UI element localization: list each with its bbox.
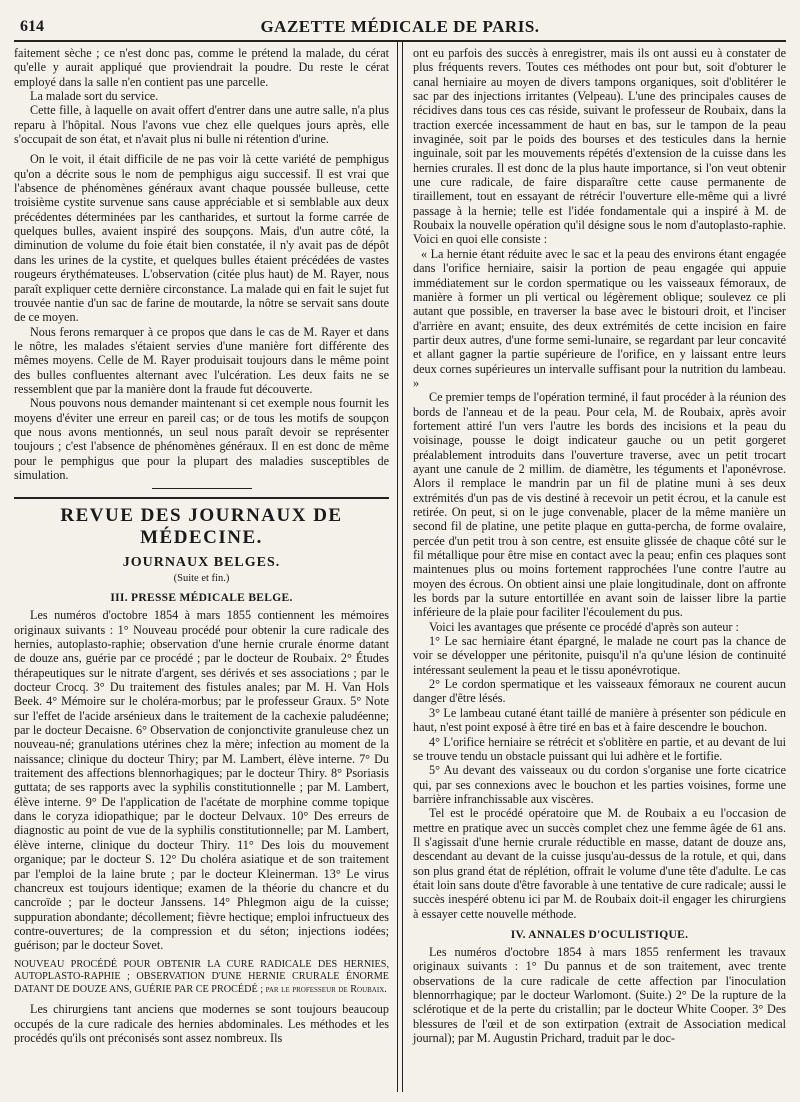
list-item: 4° L'orifice herniaire se rétrécit et s'oblitère en partie, et au devant de lui se trouve tendu un obstacle puissant qui lui adhère et le fortifie. — [412, 734, 786, 763]
paragraph: Nous pouvons nous demander maintenant si cet exemple nous fournit les moyens d'éviter une erreur en pareil cas; or de tous les motifs de soupçon que nous avons mentionnés, un seul nous paraît devoir se représenter toujours ; c'est l'absence de phénomènes généraux. Il en est donc de même pour le pemphigus que pour la plupart des maladies susceptibles de simulation. — [14, 396, 389, 482]
two-column-body — [14, 42, 786, 1092]
quotation: « La hernie étant réduite avec le sac et la peau des environs étant engagée dans l'orifice herniaire, saisir la portion de peau engagée qui appuie immédiatement sur le cordon spermatique ou les vaisseaux fémoraux, de manière à former un pli vertical ou légèrement oblique; soulevez ce pli autant que possible, en traverser la base avec le bistouri droit, et l'inciser d'arrière en avant; ensuite, des deux extrémités de cette incision en faire partir deux autres, d'une forme semi-lunaire, se regardant par leur concavité et allant gagner la partie supérieure de l'orifice, en y laissant entre leurs deux cornes supérieures un intervalle suffisant pour la nutrition du lambeau. » — [412, 246, 786, 390]
list-item: 3° Le lambeau cutané étant taillé de manière à présenter son pédicule en haut, n'est point exposé à être tiré en bas et à faire descendre le bouchon. — [412, 705, 786, 735]
paragraph: faitement sèche ; ce n'est donc pas, comme le prétend la malade, du cérat qu'elle y aurait appliqué que proviendrait la poudre. Du reste le cérat employé dans la salle n'en contient pas une parcelle. — [14, 46, 389, 89]
page-number: 614 — [20, 18, 44, 35]
left-column — [14, 42, 395, 1092]
paragraph: La malade sort du service. — [30, 89, 159, 104]
section-heading: REVUE DES JOURNAUX DE MÉDECINE. — [14, 497, 389, 549]
paragraph: Les numéros d'octobre 1854 à mars 1855 contiennent les mémoires originaux suivants : 1° Nouveau procédé pour obtenir la cure radicale des hernies, autoplasto-raphie; observation d'une hernie crurale énorme datant de douze ans, guérie par ce procédé ; par le docteur de Roubaix. 2° Études thérapeutiques sur le nitrate d'argent, ses dérivés et ses associations ; par le docteur Crocq. 3° Du traitement des fistules anales; par M. H. Van Hols Beek. 4° Mémoire sur le choléra-morbus; par le professeur Graux. 5° Note sur l'effet de l'acide arsénieux dans le traitement de la cachexie paludéenne; par le docteur Decaisne. 6° Observation de conjonctivite granuleuse chez un nouveau-né; granulations utérines chez la mère; infection au moment de la naissance; clinique du docteur Thiry; par M. Lambert, élève interne. 7° Du traitement des affections blennorhagiques; par le docteur Thiry. 8° Psoriasis guttata; de ses rapports avec la syphilis constitutionnelle ; par M. Lambert, élève interne. 9° De l'application de l'acétate de morphine comme topique dans le coryza idiopathique; par le docteur Delvaux. 10° Des erreurs de diagnostic au point de vue de la syphilis constitutionnelle; par M. Lambert, élève interne, clinique du docteur Thiry. 11° Des lois du mouvement organique; par le docteur S. 12° Du choléra asiatique et de son traitement par l'emploi de la laine brute ; par le docteur Kleinerman. 13° Le virus chancreux est toujours identique; examen de la théorie du chancre et du cancroïde ; par le docteur Janssens. 14° Phlegmon aigu de la cuisse; suppuration abondante; décollement; fièvre hectique; emploi infructueux des contre-ouvertures; de la compression et du séton; injections iodées; guérison; par le docteur Sovet. — [14, 608, 389, 953]
journal-section-title: IV. ANNALES D'OCULISTIQUE. — [510, 928, 689, 941]
paragraph: Nous ferons remarquer à ce propos que dans le cas de M. Rayer et dans le nôtre, les malades s'étaient servies d'une manière fort différente des mêmes moyens. Celle de M. Rayer produisait toujours dans le même point des bulles confluentes alternant avec l'ulcération. Les deux faits ne se ressemblent que par la manière dont la fraude fut découverte. — [14, 324, 389, 396]
subsection-heading: JOURNAUX BELGES. — [122, 555, 281, 571]
right-column — [405, 42, 786, 1092]
article-title: NOUVEAU PROCÉDÉ POUR OBTENIR LA CURE RADICALE DES HERNIES, AUTOPLASTO-RAPHIE ; OBSERVATION D'UNE HERNIE CRURALE ÉNORME DATANT DE DOUZE ANS, GUÉRIE PAR CE PROCÉDÉ ; par le professeur de Roubaix. — [14, 958, 389, 995]
list-item: 2° Le cordon spermatique et les vaisseaux fémoraux ne courent aucun danger d'être lésés. — [412, 677, 786, 706]
divider — [152, 488, 252, 489]
journal-section-title: III. PRESSE MÉDICALE BELGE. — [110, 592, 293, 605]
paragraph: Les numéros d'octobre 1854 à mars 1855 renferment les travaux originaux suivants : 1° Du pannus et de son traitement, avec trente observations de la cure radicale de cette affection par l'inoculation blennorrhagique; par le docteur Warlomont. (Suite.) 2° De la rupture de la sclérotique et de la perte du cristallin; par le docteur White Cooper. 3° Des blessures de l'œil et de son extirpation (extrait de Association medical journal); par M. Augustin Prichard, traduit par le doc- — [412, 944, 786, 1046]
page-header — [14, 14, 786, 42]
paragraph: ont eu parfois des succès à enregistrer, mais ils ont aussi eu à constater de plus fréquents revers. Toutes ces méthodes ont pour but, soit d'obturer le canal herniaire au moyen de divers tampons organiques, soit d'oblitérer le sac par des injections irritantes (Velpeau). L'une des principales causes de récidives dans tous ces cas réside, suivant le professeur de Roubaix, dans la traction exercée incessamment de haut en bas, sur le tampon de la peau invaginée, soit par le poids des bourses et des testicules dans la hernie inguinale, soit par les mouvements répétés d'extension de la cuisse dans les hernies crurales. Il est donc de la plus haute importance, si l'on veut obtenir une cure radicale, de faire disparaître cette cause permanente de tiraillement, tout en essayant de rétrécir l'ouverture elle-même qui a livré passage à la hernie; telle est l'idée fondamentale qui a inspiré à M. de Roubaix la nouvelle opération qu'il désigne sous le nom d'autoplasto-raphie. Voici en quoi elle consiste : — [412, 46, 786, 247]
paragraph: Les chirurgiens tant anciens que modernes se sont toujours beaucoup occupés de la cure radicale des hernies abdominales. Les méthodes et les procédés qu'ils ont préconisés sont assez nombreux. Ils — [14, 1002, 389, 1046]
list-item: 5° Au devant des vaisseaux ou du cordon s'organise une forte cicatrice qui, par ses connexions avec le bouchon et les parties voisines, forme une barrière infranchissable aux viscères. — [412, 763, 786, 806]
paragraph: On le voit, il était difficile de ne pas voir là cette variété de pemphigus qu'on a décrite sous le nom de pemphigus aigu successif. Il est vrai que l'absence de phénomènes généraux avant chaque poussée bulleuse, cette troisième cystite survenue sans cause appréciable et si semblable aux deux précédentes déterminées par les cantharides, et surtout la forme carrée de quelques bulles, avaient inspiré des soupçons. Mais, d'un autre côté, la diminution de volume du foie était bien constatée, il n'y avait pas de dépôt dans les urines de la cystite, et quelques bulles étaient précédées de vastes rougeurs érythémateuses. L'observation (citée plus haut) de M. Rayer, nous paraît expliquer cette dernière circonstance. La malade qui en fait le sujet fut trouvée nantie d'un sac de farine de moutarde, la nôtre se servait sans doute de ce moyen. — [14, 152, 389, 325]
list-item: 1° Le sac herniaire étant épargné, le malade ne court pas la chance de voir se développer une péritonite, puisqu'il n'a qu'une lésion de continuité intéressant seulement la peau et le tissu aponévrotique. — [412, 634, 786, 677]
paragraph: Voici les avantages que présente ce procédé d'après son auteur : — [428, 619, 739, 634]
journal-title: GAZETTE MÉDICALE DE PARIS. — [260, 17, 540, 36]
paragraph: Ce premier temps de l'opération terminé, il faut procéder à la réunion des bords de l'anneau et de la peau. Pour cela, M. de Roubaix, après avoir fortement attiré l'un vers l'autre les bords des incisions et la peau du voisinage, pousse le doigt indicateur gauche ou un petit gorgeret préalablement introduits dans l'ouverture traverse, avec un petit trocart ayant une canule de 2 millim. de diamètre, les téguments et l'aponévrose. Alors il remplace le mandrin par un fil de platine muni à ses deux extrémités d'un pas de vis destiné à recevoir un petit écrou, et la canule est retirée. On peut, si on le juge convenable, placer de la même manière un second fil de platine, une petite plaque en gutta-percha, de forme ovalaire, percée d'un petit trou à son centre, est ensuite glissée de chaque côté sur le fil métallique pour être mise en contact avec la peau; enfin ces plaques sont maintenues plus ou moins fortement rapprochées l'une contre l'autre au moyen des écrous. On obtient ainsi une plaie longitudinale, dont on affronte les bords par la suture entortillée en avant soin de laisser libre la partie inférieure de la plaie pour faciliter l'écoulement du pus. — [412, 390, 786, 620]
paragraph: Tel est le procédé opératoire que M. de Roubaix a eu l'occasion de mettre en pratique avec un succès complet chez une femme âgée de 61 ans. Il s'agissait d'une hernie crurale réductible en masse, datant de douze ans, descendant au devant de la cuisse jusqu'au-dessus de la rotule, et qui, dans son plus grand état de réplétion, offrait le volume d'une tête d'adulte. Le cas était loin sans doute d'être favorable à une tentative de cure radicale; aussi le succès inespéré obtenu ici par M. de Roubaix doit-il engager les chirurgiens à essayer cette nouvelle méthode. — [412, 806, 786, 921]
continuation-note: (Suite et fin.) — [173, 573, 230, 585]
paragraph: Cette fille, à laquelle on avait offert d'entrer dans une autre salle, n'a plus reparu à l'hôpital. Nous l'avons vue chez elle quelques jours après, elle s'occupait de son état, et n'avait plus ni bulle ni rétention d'urine. — [14, 103, 389, 147]
column-rule — [397, 42, 403, 1092]
